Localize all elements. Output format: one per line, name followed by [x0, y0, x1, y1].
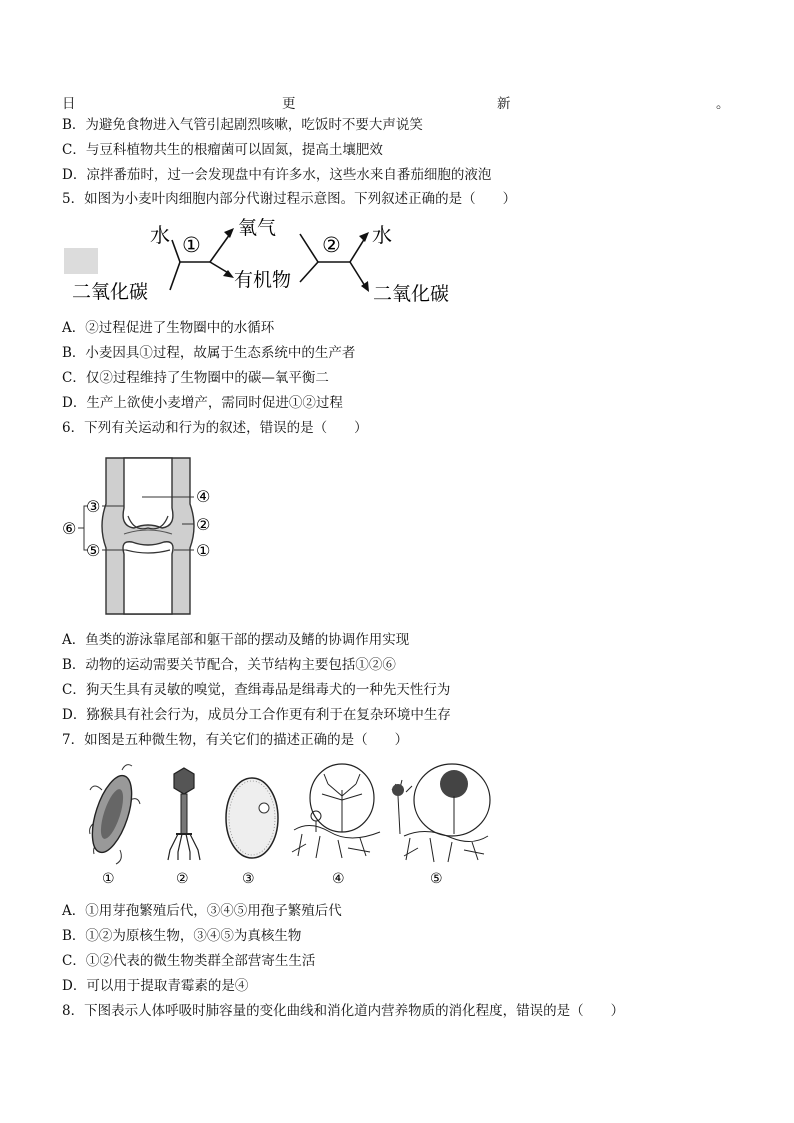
microorganisms-diagram [80, 760, 500, 890]
q7-option-d: D．可以用于提取青霉素的是④ [62, 978, 249, 994]
q8-stem: 8．下图表示人体呼吸时肺容量的变化曲线和消化道内营养物质的消化程度，错误的是（ ） [62, 1003, 625, 1019]
q5-option-b: B．小麦因具①过程，故属于生态系统中的生产者 [62, 345, 356, 361]
process-1-label: ① [182, 233, 201, 257]
q7-option-c: C．①②代表的微生物类群全部营寄生生活 [62, 953, 316, 969]
yeast-figure [226, 778, 278, 858]
q7-option-b: B．①②为原核生物，③④⑤为真核生物 [62, 928, 302, 944]
q7-option-a: A．①用芽孢繁殖后代，③④⑤用孢子繁殖后代 [62, 903, 342, 919]
label-2: ② [196, 515, 211, 534]
microbe-label-5: ⑤ [430, 871, 443, 887]
microbe-label-3: ③ [242, 871, 255, 887]
label-4: ④ [196, 487, 211, 506]
water-in-label: 水 [150, 223, 170, 247]
label-5: ⑤ [86, 541, 101, 560]
co2-in-label: 二氧化碳 [72, 281, 149, 303]
mold-4-figure [292, 764, 380, 858]
microbe-label-4: ④ [332, 871, 345, 887]
q4-option-d: D．凉拌番茄时，过一会发现盘中有许多水，这些水来自番茄细胞的液泡 [62, 167, 492, 183]
q6-option-b: B．动物的运动需要关节配合，关节结构主要包括①②⑥ [62, 657, 396, 673]
joint-head-bone [123, 458, 173, 528]
blur-patch [64, 248, 98, 274]
joint-structure-diagram [62, 456, 232, 616]
header-char-3: 新 [497, 96, 511, 112]
q5-option-a: A．②过程促进了生物圈中的水循环 [62, 320, 275, 336]
q4-option-b: B．为避免食物进入气管引起剧烈咳嗽，吃饭时不要大声说笑 [62, 117, 423, 133]
header-char-1: 日 [62, 96, 76, 112]
q6-option-a: A．鱼类的游泳靠尾部和躯干部的摆动及鳍的协调作用实现 [62, 632, 410, 648]
photosynthesis-respiration-diagram [62, 212, 472, 317]
process-2-label: ② [322, 233, 341, 257]
q5-stem: 5．如图为小麦叶肉细胞内部分代谢过程示意图。下列叙述正确的是（ ） [62, 191, 517, 207]
q7-stem: 7．如图是五种微生物，有关它们的描述正确的是（ ） [62, 732, 409, 748]
organic-matter-label: 有机物 [234, 269, 292, 291]
q4-option-c: C．与豆科植物共生的根瘤菌可以固氮，提高土壤肥效 [62, 142, 383, 158]
label-1: ① [196, 541, 211, 560]
q6-stem: 6．下列有关运动和行为的叙述，错误的是（ ） [62, 420, 368, 436]
label-6: ⑥ [62, 519, 77, 538]
header-char-2: 更 [282, 96, 296, 112]
header-char-4: 。 [716, 96, 730, 112]
bacterium-figure [84, 765, 140, 864]
q5-option-d: D．生产上欲使小麦增产，需同时促进①②过程 [62, 395, 343, 411]
bacteriophage-figure [168, 768, 200, 860]
microbe-label-2: ② [176, 871, 189, 887]
water-out-label: 水 [372, 223, 392, 247]
co2-out-label: 二氧化碳 [373, 283, 450, 305]
microbe-label-1: ① [102, 871, 115, 887]
q6-option-c: C．狗天生具有灵敏的嗅觉，查缉毒品是缉毒犬的一种先天性行为 [62, 682, 451, 698]
oxygen-label: 氧气 [238, 217, 277, 239]
q6-option-d: D．猕猴具有社会行为，成员分工合作更有利于在复杂环境中生存 [62, 707, 451, 723]
q5-option-c: C．仅②过程维持了生物圈中的碳—氧平衡二 [62, 370, 329, 386]
mold-5-figure [392, 764, 490, 862]
label-3: ③ [86, 497, 101, 516]
